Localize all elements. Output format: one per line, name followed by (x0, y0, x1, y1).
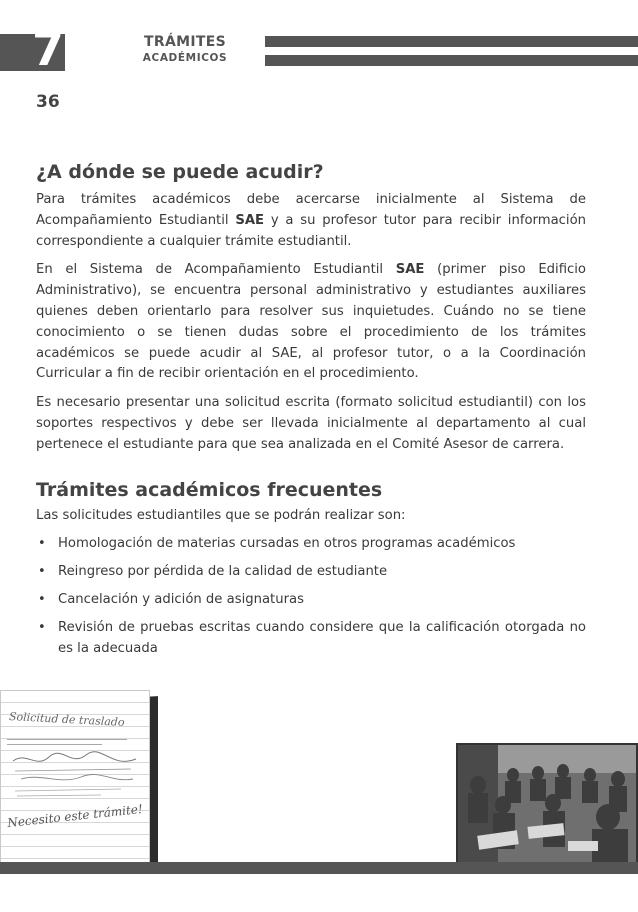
bullet-icon: • (38, 564, 46, 580)
page-number: 36 (36, 92, 60, 112)
chapter-number: 7 (31, 22, 64, 76)
header-bar-bottom (265, 55, 638, 66)
classroom-photo (456, 743, 638, 865)
handwritten-signature-icon (11, 749, 141, 799)
list-item: • Revisión de pruebas escritas cuando considere que la calificación otorgada no es la adecuada (38, 619, 586, 656)
list-item: • Cancelación y adición de asignaturas (36, 590, 586, 611)
footer-bar (0, 862, 638, 874)
list-intro: Las solicitudes estudiantiles que se podrán realizar son: (36, 507, 406, 523)
main-content (36, 158, 586, 666)
request-note-illustration (0, 690, 150, 867)
list-item: • Reingreso por pérdida de la calidad de estudiante (36, 562, 586, 583)
chapter-title-line1: TRÁMITES (144, 34, 226, 50)
chapter-title (110, 34, 260, 65)
paragraph-1: Para trámites académicos debe acercarse inicialmente al Sistema de Acompañamiento Estudiantil SAE y a su profesor tutor para recibir información correspondiente a cualquier trámite estudiantil. (36, 192, 586, 249)
list-item: • Homologación de materias cursadas en otros programas académicos (36, 534, 586, 555)
bullet-icon: • (38, 619, 46, 635)
header-bar-top (265, 36, 638, 47)
section-heading-where: ¿A dónde se puede acudir? (36, 161, 324, 183)
paragraph-3: Es necesario presentar una solicitud escrita (formato solicitud estudiantil) con los soportes respectivos y debe ser llevada inicialmente al departamento al cual pertenece el estudiante para que sea analizada en el Comité Asesor de carrera. (36, 395, 586, 452)
paragraph-2: En el Sistema de Acompañamiento Estudiantil SAE (primer piso Edificio Administrativo), se encuentra personal administrativo y estudiantes auxiliares quienes deben orientarlo para resolver sus inquietudes. Cuándo no se tiene conocimiento o se tienen dudas sobre el procedimiento de los trámites académicos se puede acudir al SAE, al profesor tutor, o a la Coordinación Curricular a fin de recibir orientación en el procedimiento. (36, 262, 586, 382)
classroom-photo-image (458, 745, 636, 863)
bullet-icon: • (38, 591, 46, 607)
bullet-icon: • (38, 536, 46, 552)
section-heading-frequent: Trámites académicos frecuentes (36, 478, 383, 501)
chapter-title-line2: ACADÉMICOS (142, 52, 228, 64)
procedures-list (36, 534, 586, 659)
note-footer: Necesito este trámite! (6, 801, 144, 831)
note-title: Solicitud de traslado (8, 709, 125, 730)
